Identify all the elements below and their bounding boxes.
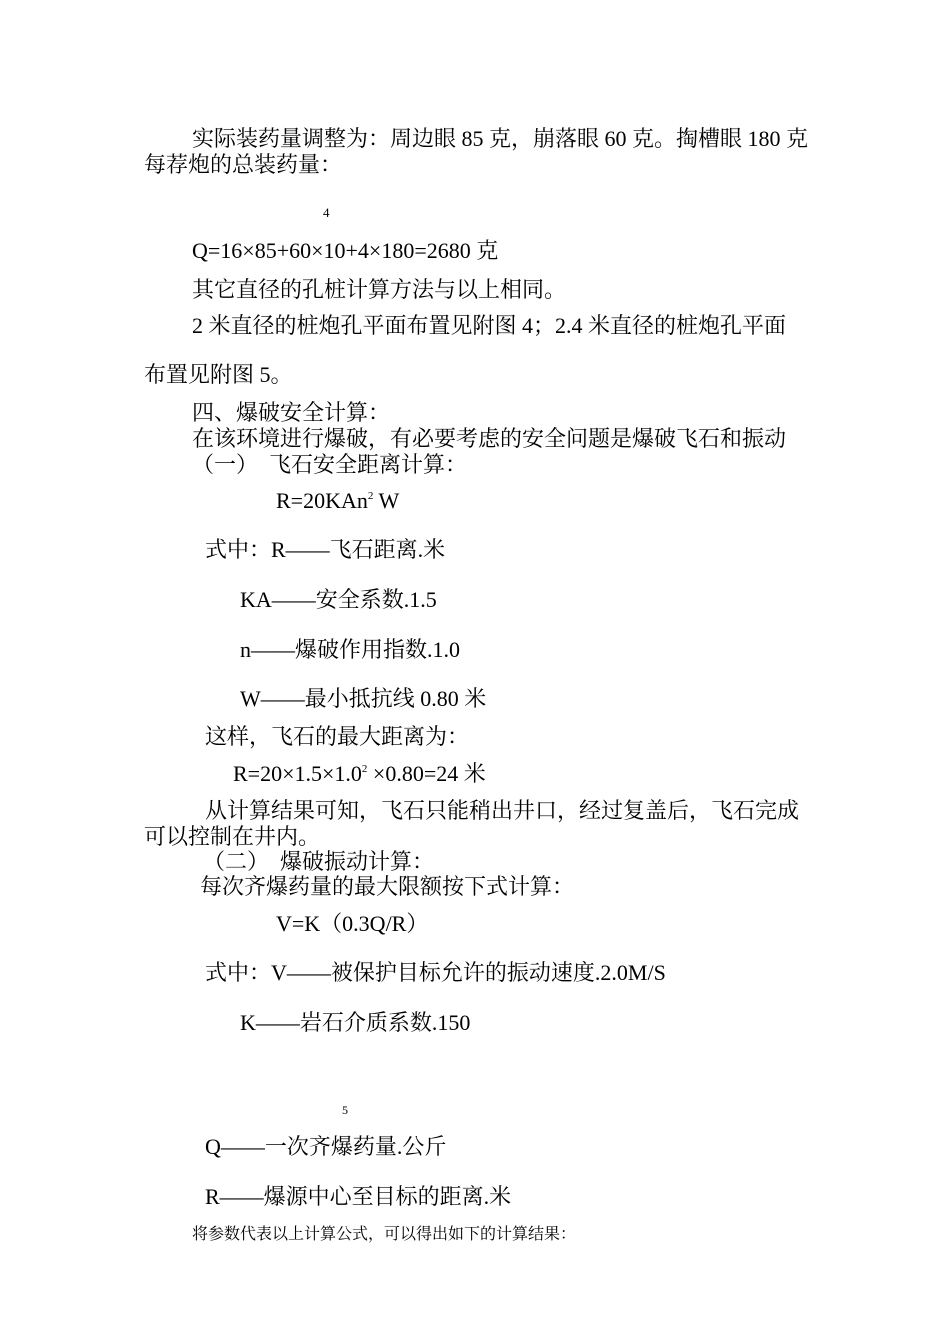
flyrock-result-base: R=20×1.5×1.0 bbox=[233, 761, 362, 786]
section-heading-safety: 四、爆破安全计算： bbox=[192, 400, 391, 425]
formula-flyrock-base: R=20KAn bbox=[276, 488, 368, 513]
def-w-burden: W——最小抵抗线 0.80 米 bbox=[240, 686, 487, 711]
flyrock-conclusion-line2: 可以控制在井内。 bbox=[144, 824, 321, 849]
def-q-charge-per-delay: Q——一次齐爆药量.公斤 bbox=[205, 1134, 447, 1159]
flyrock-conclusion-line1: 从计算结果可知，飞石只能稍出井口，经过复盖后，飞石完成 bbox=[205, 798, 800, 823]
def-r-flyrock-distance: 式中：R——飞石距离.米 bbox=[205, 537, 446, 562]
closing-note: 将参数代表以上计算公式，可以得出如下的计算结果： bbox=[192, 1226, 577, 1243]
def-n-blast-index: n——爆破作用指数.1.0 bbox=[240, 637, 461, 662]
footnote-mark-5: 5 bbox=[342, 1103, 348, 1117]
def-ka-safety-factor: KA——安全系数.1.5 bbox=[240, 587, 437, 612]
def-v-vibration-speed: 式中：V——被保护目标允许的振动速度.2.0M/S bbox=[205, 960, 666, 985]
para-other-diameters: 其它直径的孔桩计算方法与以上相同。 bbox=[192, 277, 567, 302]
formula-flyrock-result bbox=[233, 761, 486, 787]
formula-flyrock bbox=[276, 488, 399, 514]
formula-flyrock-exponent: 2 bbox=[367, 490, 374, 502]
flyrock-result-intro: 这样，飞石的最大距离为： bbox=[205, 724, 470, 749]
para-charge-adjust-line1: 实际装药量调整为：周边眼 85 克，崩落眼 60 克。掏槽眼 180 克 bbox=[192, 126, 809, 151]
flyrock-result-tail: ×0.80=24 米 bbox=[367, 761, 486, 786]
flyrock-result-exponent: 2 bbox=[361, 763, 368, 775]
para-charge-adjust-line2: 每荐炮的总装药量： bbox=[144, 152, 343, 177]
formula-flyrock-tail: W bbox=[373, 488, 400, 513]
para-layout-ref-line2: 布置见附图 5。 bbox=[144, 362, 293, 387]
para-layout-ref-line1: 2 米直径的桩炮孔平面布置见附图 4；2.4 米直径的桩炮孔平面 bbox=[192, 313, 787, 338]
vibration-intro: 每次齐爆药量的最大限额按下式计算： bbox=[200, 874, 575, 899]
formula-total-charge: Q=16×85+60×10+4×180=2680 克 bbox=[192, 238, 499, 263]
subheading-vibration: （二） 爆破振动计算： bbox=[203, 849, 435, 874]
section-intro-safety: 在该环境进行爆破，有必要考虑的安全问题是爆破飞石和振动 bbox=[192, 426, 787, 451]
formula-vibration: V=K（0.3Q/R） bbox=[276, 911, 429, 936]
def-k-rock-coefficient: K——岩石介质系数.150 bbox=[240, 1010, 471, 1035]
def-r-source-distance: R——爆源中心至目标的距离.米 bbox=[205, 1184, 512, 1209]
footnote-mark-4: 4 bbox=[323, 205, 330, 220]
subheading-flyrock: （一） 飞石安全距离计算： bbox=[192, 452, 468, 477]
